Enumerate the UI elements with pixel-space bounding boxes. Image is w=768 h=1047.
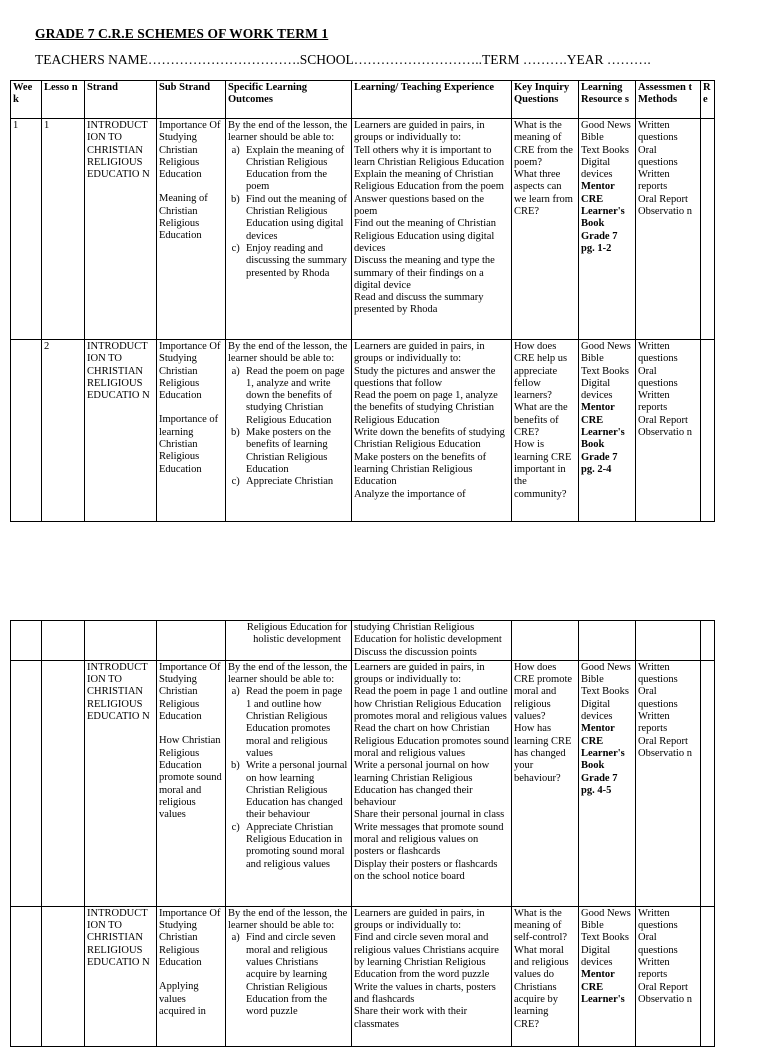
sub-strand-cell [157, 906, 226, 1046]
table-row [11, 119, 715, 340]
resources-book: Mentor CRE Learner's Book Grade 7 pg. 4-5 [581, 723, 625, 796]
week-cell [11, 660, 42, 906]
remarks-cell [701, 340, 715, 522]
empty-cell [636, 621, 701, 661]
outcome-item: a. Explain the meaning of Christian Religious Education from the poem [245, 145, 349, 194]
sub-strand-main: Importance Of Studying Christian Religious Education [159, 907, 221, 969]
resources-text: Good News Bible Text Books Digital devices [581, 907, 631, 969]
header-outcomes: Specific Learning Outcomes [226, 81, 352, 119]
lesson-cell [42, 906, 85, 1046]
assessment-cell: Written questions Oral questions Written reports Oral Report Observatio n [636, 906, 701, 1046]
experience-cell: Learners are guided in pairs, in groups or individually to: Tell others why it is important to learn Christian Religious Education Explain the meaning of Christian Religious Education from the poem Answer questions based on the poem Find out the meaning of Christian Religious Education using digital devices Discuss the meaning and type the summary of their findings on a digital device Read and discuss the summary presented by Rhoda [352, 119, 512, 340]
assessment-cell: Written questions Oral questions Written reports Oral Report Observatio n [636, 340, 701, 522]
table-row-continued [11, 621, 715, 661]
header-questions: Key Inquiry Questions [512, 81, 579, 119]
lesson-cell [42, 660, 85, 906]
outcomes-cell [226, 119, 352, 340]
strand-cell: INTRODUCT ION TO CHRISTIAN RELIGIOUS EDUCATIO N [85, 660, 157, 906]
questions-cell: What is the meaning of CRE from the poem? What three aspects can we learn from CRE? [512, 119, 579, 340]
outcome-intro: By the end of the lesson, the learner should be able to: [228, 120, 348, 144]
questions-cell: How does CRE promote moral and religious values? How has learning CRE has changed your behaviour? [512, 660, 579, 906]
assessment-cell: Written questions Oral questions Written reports Oral Report Observatio n [636, 119, 701, 340]
outcomes-cell [226, 660, 352, 906]
resources-text: Good News Bible Text Books Digital devices [581, 120, 631, 181]
sub-strand-topic: Importance of learning Christian Religious Education [159, 414, 219, 475]
sub-strand-cell [157, 660, 226, 906]
header-resources: Learning Resource s [579, 81, 636, 119]
sub-strand-main: Importance Of Studying Christian Religious Education [159, 661, 221, 723]
empty-cell [701, 621, 715, 661]
sub-strand-main: Importance Of Studying Christian Religious Education [159, 341, 221, 402]
week-cell: 1 [11, 119, 42, 340]
empty-cell [11, 621, 42, 661]
sub-strand-topic: Meaning of Christian Religious Education [159, 193, 208, 242]
empty-cell [157, 621, 226, 661]
resources-cell [579, 660, 636, 906]
outcome-intro: By the end of the lesson, the learner should be able to: [228, 341, 348, 365]
outcome-intro: By the end of the lesson, the learner should be able to: [228, 907, 348, 932]
outcome-item: c. Enjoy reading and discussing the summary presented by Rhoda [245, 243, 349, 280]
empty-cell [85, 621, 157, 661]
outcome-item: b. Make posters on the benefits of learning Christian Religious Education [245, 427, 349, 476]
header-strand: Strand [85, 81, 157, 119]
header-remarks: R e [701, 81, 715, 119]
outcomes-cell [226, 621, 352, 661]
table-row [11, 660, 715, 906]
header-experience: Learning/ Teaching Experience [352, 81, 512, 119]
remarks-cell [701, 119, 715, 340]
questions-cell: What is the meaning of self-control? What moral and religious values do Christians acquire by learning CRE? [512, 906, 579, 1046]
experience-cell: Learners are guided in pairs, in groups or individually to: Find and circle seven moral and religious values Christians acquire by learning Christian Religious Education from the word puzzle Write the values in charts, posters and flashcards Share their work with their classmates [352, 906, 512, 1046]
empty-cell [512, 621, 579, 661]
outcome-item: c. Appreciate Christian [245, 476, 349, 488]
resources-cell [579, 119, 636, 340]
resources-book: Mentor CRE Learner's Book Grade 7 pg. 1-2 [581, 181, 625, 254]
sub-strand-topic: How Christian Religious Education promote sound moral and religious values [159, 735, 222, 821]
table-row [11, 340, 715, 522]
questions-cell: How does CRE help us appreciate fellow learners? What are the benefits of CRE? How is learning CRE important in the community? [512, 340, 579, 522]
outcome-item: c. Appreciate Christian Religious Education in promoting sound moral and religious values [245, 822, 349, 871]
remarks-cell [701, 660, 715, 906]
resources-book: Mentor CRE Learner's Book Grade 7 pg. 2-4 [581, 402, 625, 475]
remarks-cell [701, 906, 715, 1046]
outcome-item: a. Find and circle seven moral and religious values Christians acquire by learning Christian Religious Education from the word puzzle [245, 932, 349, 1018]
document-title: GRADE 7 C.R.E SCHEMES OF WORK TERM 1 [35, 26, 329, 41]
strand-cell: INTRODUCT ION TO CHRISTIAN RELIGIOUS EDUCATIO N [85, 119, 157, 340]
sub-strand-main: Importance Of Studying Christian Religious Education [159, 120, 221, 181]
teacher-info-line: TEACHERS NAME…………………………….SCHOOL………………………..TERM ……….YEAR ………. [35, 52, 651, 67]
outcome-item: a. Read the poem on page 1, analyze and write down the benefits of studying Christian Religious Education [245, 366, 349, 427]
resources-cell [579, 906, 636, 1046]
sub-strand-cell [157, 119, 226, 340]
strand-cell: INTRODUCT ION TO CHRISTIAN RELIGIOUS EDUCATIO N [85, 906, 157, 1046]
experience-cell: studying Christian Religious Education for holistic development Discuss the discussion points [352, 621, 512, 661]
empty-cell [579, 621, 636, 661]
resources-text: Good News Bible Text Books Digital devices [581, 661, 631, 723]
outcomes-cell [226, 340, 352, 522]
header-row [11, 81, 715, 119]
sub-strand-cell [157, 340, 226, 522]
empty-cell [42, 621, 85, 661]
outcome-item: b. Write a personal journal on how learning Christian Religious Education has changed their behaviour [245, 760, 349, 821]
outcomes-cell [226, 906, 352, 1046]
sub-strand-topic: Applying values acquired in [159, 981, 206, 1017]
outcome-intro: By the end of the lesson, the learner should be able to: [228, 661, 348, 686]
lesson-cell: 2 [42, 340, 85, 522]
strand-cell: INTRODUCT ION TO CHRISTIAN RELIGIOUS EDUCATIO N [85, 340, 157, 522]
outcome-item: b. Find out the meaning of Christian Religious Education using digital devices [245, 194, 349, 243]
week-cell [11, 906, 42, 1046]
table-row [11, 906, 715, 1046]
scheme-table-page-1 [10, 80, 715, 522]
assessment-cell: Written questions Oral questions Written reports Oral Report Observatio n [636, 660, 701, 906]
header-assessment: Assessmen t Methods [636, 81, 701, 119]
scheme-table-page-2 [10, 620, 715, 1047]
lesson-cell: 1 [42, 119, 85, 340]
resources-cell [579, 340, 636, 522]
header-lesson: Lesso n [42, 81, 85, 119]
experience-cell: Learners are guided in pairs, in groups or individually to: Study the pictures and answer the questions that follow Read the poem on page 1, analyze the benefits of studying Christian Religious Education Write down the benefits of studying Christian Religious Education Make posters on the benefits of learning Christian Religious Education Analyze the importance of [352, 340, 512, 522]
experience-cell: Learners are guided in pairs, in groups or individually to: Read the poem in page 1 and outline how Christian Religious Education promotes moral and religious values Read the chart on how Christian Religious Education promotes sound moral and religious values Write a personal journal on how learning Christian Religious Education has changed their behaviour Share their personal journal in class Write messages that promote sound moral and religious values on posters or flashcards Display their posters or flashcards on the school notice board [352, 660, 512, 906]
header-week: Wee k [11, 81, 42, 119]
outcome-continued: Religious Education for holistic development [246, 622, 348, 646]
resources-book: Mentor CRE Learner's [581, 969, 625, 1005]
resources-text: Good News Bible Text Books Digital devices [581, 341, 631, 402]
header-sub-strand: Sub Strand [157, 81, 226, 119]
week-cell [11, 340, 42, 522]
outcome-item: a. Read the poem in page 1 and outline how Christian Religious Education promotes moral and religious values [245, 686, 349, 760]
